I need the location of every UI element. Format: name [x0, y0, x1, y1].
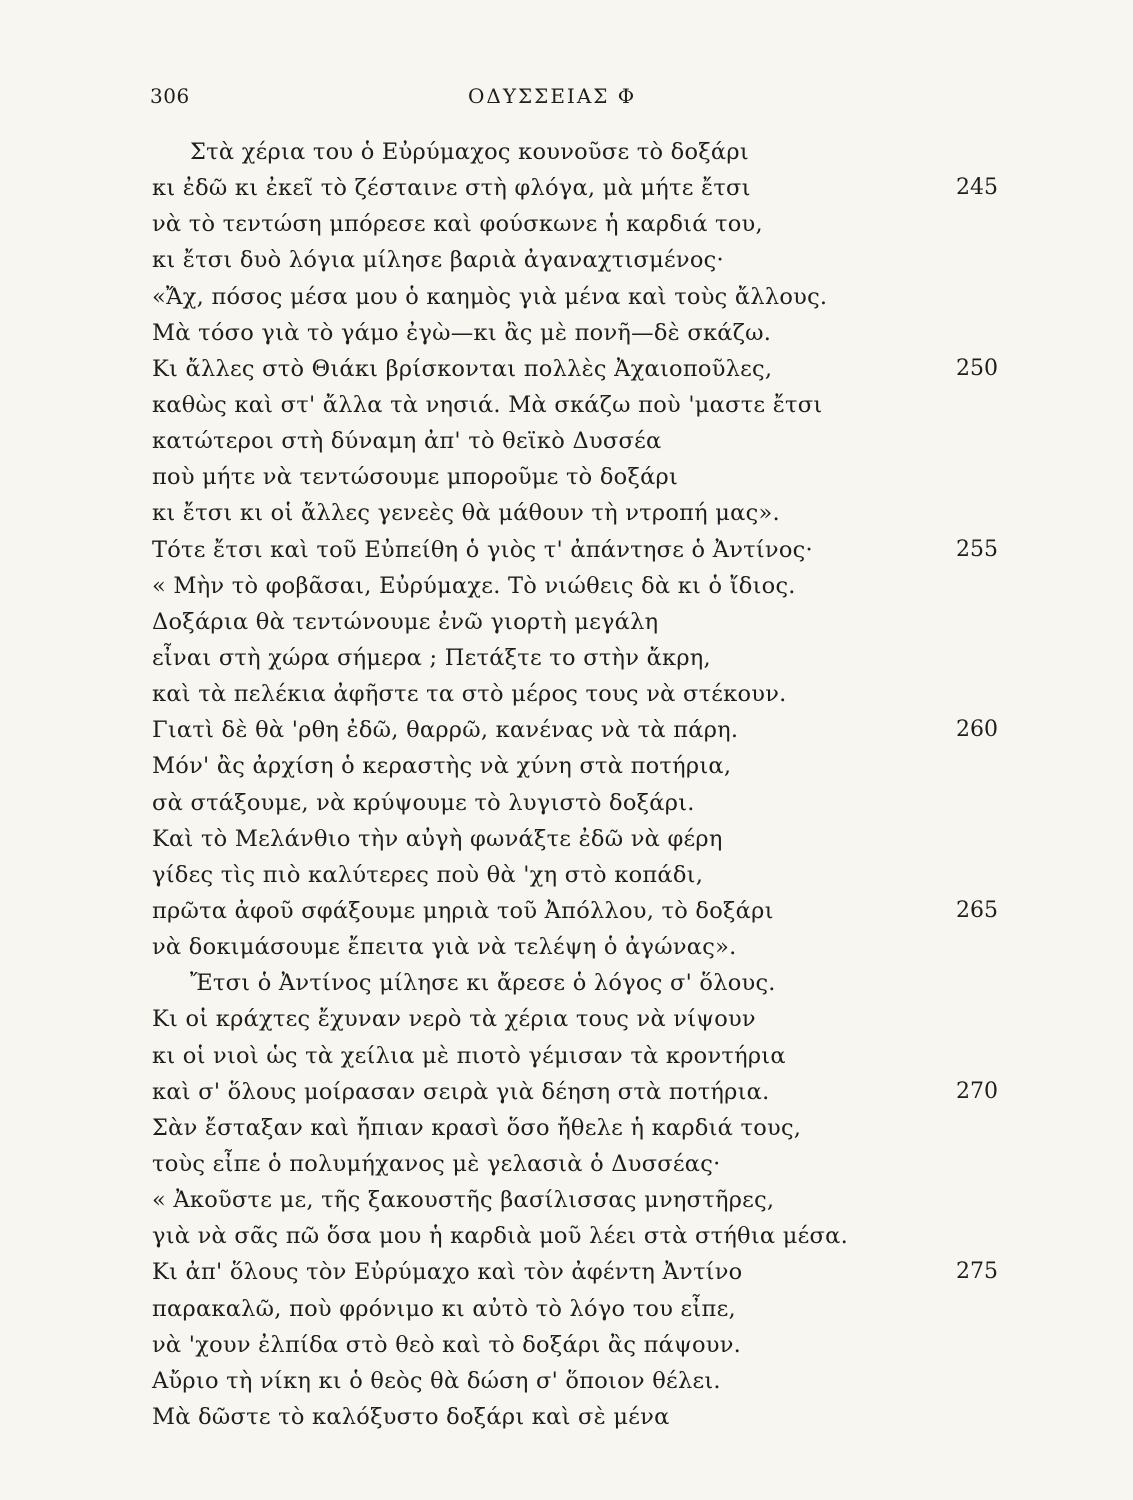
verse-text: τοὺς εἶπε ὁ πολυμήχανος μὲ γελασιὰ ὁ Δυσσέας· — [152, 1150, 721, 1177]
verse-text: Μόν' ἂς ἀρχίση ὁ κεραστὴς νὰ χύνη στὰ ποτήρια, — [152, 753, 732, 780]
verse-text: Κι οἱ κράχτες ἔχυναν νερὸ τὰ χέρια τους νὰ νίψουν — [152, 1006, 756, 1033]
verse-line — [0, 929, 1133, 965]
verse-line — [0, 1001, 1133, 1037]
verse-line — [0, 423, 1133, 459]
verse-line — [0, 242, 1133, 278]
verse-line — [0, 857, 1133, 893]
verse-text: καθὼς καὶ στ' ἄλλα τὰ νησιά. Μὰ σκάζω ποὺ 'μαστε ἔτσι — [152, 391, 823, 418]
verse-text: Ἔτσι ὁ Ἀντίνος μίλησε κι ἄρεσε ὁ λόγος σ' ὅλους. — [190, 970, 776, 997]
verse-text: εἶναι στὴ χώρα σήμερα ; Πετάξτε το στὴν ἄκρη, — [152, 644, 711, 671]
verse-text: πρῶτα ἀφοῦ σφάξουμε μηριὰ τοῦ Ἀπόλλου, τὸ δοξάρι — [152, 897, 774, 924]
verse-text: Δοξάρια θὰ τεντώνουμε ἐνῶ γιορτὴ μεγάλη — [152, 608, 659, 635]
verse-text: σὰ στάξουμε, νὰ κρύψουμε τὸ λυγιστὸ δοξάρι. — [152, 789, 695, 816]
verse-line — [0, 1074, 1133, 1110]
verse-line — [0, 532, 1133, 568]
verse-line — [0, 712, 1133, 748]
line-number: 250 — [956, 355, 998, 381]
verse-line — [0, 387, 1133, 423]
verse-text: καὶ τὰ πελέκια ἀφῆστε τα στὸ μέρος τους νὰ στέκουν. — [152, 681, 787, 708]
line-number: 270 — [956, 1078, 998, 1104]
verse-line — [0, 1399, 1133, 1435]
verse-line — [0, 1146, 1133, 1182]
verse-text: νὰ 'χουν ἐλπίδα στὸ θεὸ καὶ τὸ δοξάρι ἂς πάψουν. — [152, 1331, 742, 1358]
verse-text: Μὰ τόσο γιὰ τὸ γάμο ἐγὼ—κι ἂς μὲ πονῆ—δὲ σκάζω. — [152, 319, 772, 346]
line-number: 275 — [956, 1259, 998, 1285]
verse-line — [0, 785, 1133, 821]
verse-text: Γιατὶ δὲ θὰ 'ρθη ἐδῶ, θαρρῶ, κανένας νὰ τὰ πάρη. — [152, 717, 739, 744]
line-number: 245 — [956, 175, 998, 201]
poem-text — [0, 134, 1133, 1435]
verse-text: νὰ τὸ τεντώση μπόρεσε καὶ φούσκωνε ἡ καρδιά του, — [152, 211, 763, 238]
verse-text: Κι ἀπ' ὅλους τὸν Εὐρύμαχο καὶ τὸν ἀφέντη Ἀντίνο — [152, 1259, 743, 1286]
running-head — [0, 84, 1133, 118]
verse-line — [0, 748, 1133, 784]
verse-line — [0, 1182, 1133, 1218]
verse-text: «Ἄχ, πόσος μέσα μου ὁ καημὸς γιὰ μένα καὶ τοὺς ἄλλους. — [152, 283, 828, 310]
verse-text: κι ἔτσι δυὸ λόγια μίλησε βαριὰ ἀγαναχτισμένος· — [152, 247, 724, 274]
verse-text: παρακαλῶ, ποὺ φρόνιμο κι αὐτὸ τὸ λόγο του εἶπε, — [152, 1295, 736, 1322]
verse-text: κι ἔτσι κι οἱ ἄλλες γενεὲς θὰ μάθουν τὴ ντροπή μας». — [152, 500, 780, 527]
verse-text: Μὰ δῶστε τὸ καλόξυστο δοξάρι καὶ σὲ μένα — [152, 1403, 670, 1430]
verse-line — [0, 1218, 1133, 1254]
verse-text: Σὰν ἔσταξαν καὶ ἤπιαν κρασὶ ὅσο ἤθελε ἡ καρδιά τους, — [152, 1114, 802, 1141]
verse-line — [0, 676, 1133, 712]
line-number: 255 — [956, 536, 998, 562]
verse-text: Καὶ τὸ Μελάνθιο τὴν αὐγὴ φωνάξτε ἐδῶ νὰ φέρη — [152, 825, 723, 852]
line-number: 260 — [956, 717, 998, 743]
verse-text: γιὰ νὰ σᾶς πῶ ὅσα μου ἡ καρδιὰ μοῦ λέει στὰ στήθια μέσα. — [152, 1223, 848, 1250]
verse-line — [0, 893, 1133, 929]
verse-line — [0, 279, 1133, 315]
verse-text: « Ἀκοῦστε με, τῆς ξακουστῆς βασίλισσας μνηστῆρες, — [152, 1187, 775, 1214]
verse-line — [0, 640, 1133, 676]
book-title: ΟΔΥΣΣΕΙΑΣ Φ — [468, 84, 637, 108]
verse-text: « Μὴν τὸ φοβᾶσαι, Εὐρύμαχε. Τὸ νιώθεις δὰ κι ὁ ἴδιος. — [152, 572, 796, 599]
verse-line — [0, 495, 1133, 531]
verse-text: Τότε ἔτσι καὶ τοῦ Εὐπείθη ὁ γιὸς τ' ἀπάντησε ὁ Ἀντίνος· — [152, 536, 813, 563]
verse-line — [0, 459, 1133, 495]
verse-line — [0, 1038, 1133, 1074]
verse-text: Κι ἄλλες στὸ Θιάκι βρίσκονται πολλὲς Ἀχαιοποῦλες, — [152, 355, 773, 382]
verse-text: νὰ δοκιμάσουμε ἔπειτα γιὰ νὰ τελέψη ὁ ἀγώνας». — [152, 934, 737, 961]
verse-line — [0, 1363, 1133, 1399]
verse-text: κι ἐδῶ κι ἐκεῖ τὸ ζέσταινε στὴ φλόγα, μὰ μήτε ἔτσι — [152, 175, 751, 202]
verse-line — [0, 206, 1133, 242]
verse-text: κι οἱ νιοὶ ὡς τὰ χείλια μὲ πιοτὸ γέμισαν τὰ κροντήρια — [152, 1042, 786, 1069]
verse-line — [0, 821, 1133, 857]
verse-text: κατώτεροι στὴ δύναμη ἀπ' τὸ θεϊκὸ Δυσσέα — [152, 428, 662, 455]
verse-line — [0, 1254, 1133, 1290]
verse-text: γίδες τὶς πιὸ καλύτερες ποὺ θὰ 'χη στὸ κοπάδι, — [152, 861, 704, 888]
verse-line — [0, 170, 1133, 206]
verse-text: ποὺ μήτε νὰ τεντώσουμε μποροῦμε τὸ δοξάρι — [152, 464, 679, 491]
verse-text: καὶ σ' ὅλους μοίρασαν σειρὰ γιὰ δέηση στὰ ποτήρια. — [152, 1078, 770, 1105]
verse-line — [0, 315, 1133, 351]
verse-line — [0, 965, 1133, 1001]
verse-line — [0, 604, 1133, 640]
verse-text: Αὔριο τὴ νίκη κι ὁ θεὸς θὰ δώση σ' ὅποιον θέλει. — [152, 1367, 721, 1394]
verse-line — [0, 1327, 1133, 1363]
verse-line — [0, 1291, 1133, 1327]
page-number: 306 — [150, 84, 190, 108]
verse-text: Στὰ χέρια του ὁ Εὐρύμαχος κουνοῦσε τὸ δοξάρι — [190, 139, 749, 165]
verse-line — [0, 134, 1133, 170]
verse-line — [0, 568, 1133, 604]
line-number: 265 — [956, 897, 998, 923]
verse-line — [0, 351, 1133, 387]
verse-line — [0, 1110, 1133, 1146]
